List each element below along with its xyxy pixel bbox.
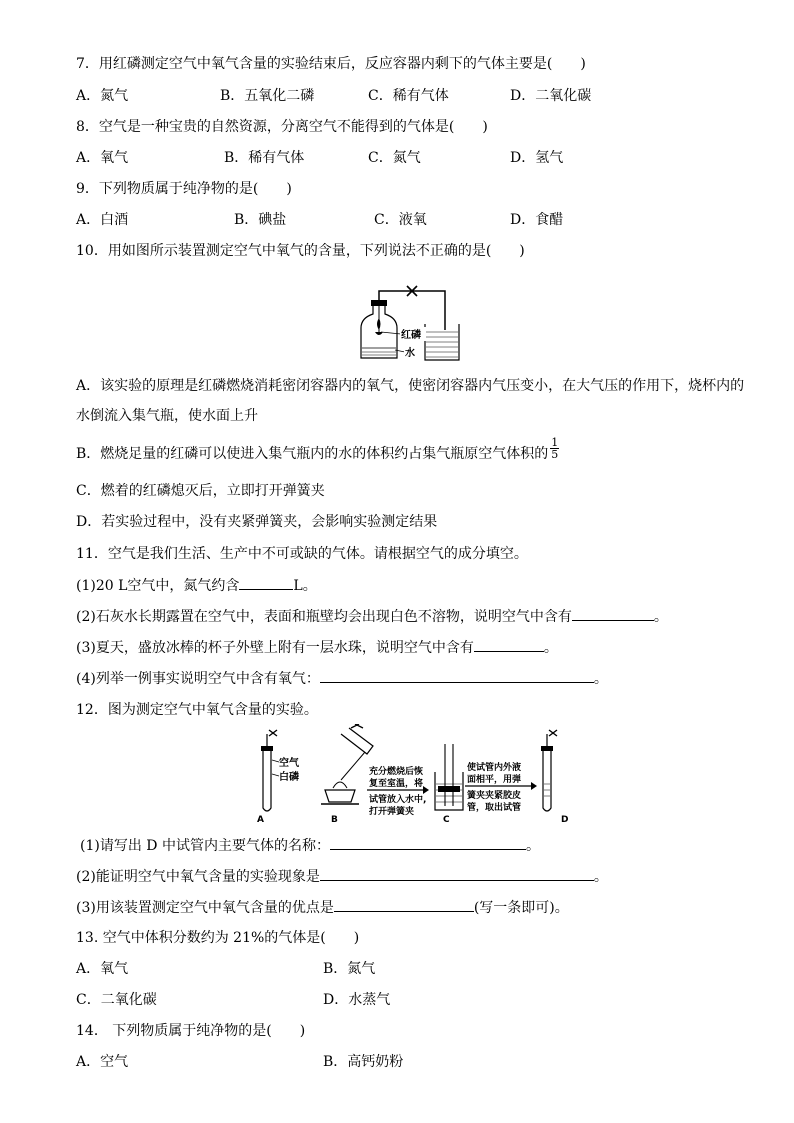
q12-step-b-line4: 打开弹簧夹 (369, 807, 415, 817)
q8-stem: 8．空气是一种宝贵的自然资源，分离空气不能得到的气体是( ) (76, 119, 488, 135)
q12-experiment-figure (255, 724, 575, 826)
fraction-one-fifth (550, 437, 559, 460)
q12-part1-text: (1)请写出 D 中试管内主要气体的名称： (80, 838, 330, 854)
q12-part2-text: (2)能证明空气中氧气含量的实验现象是 (76, 869, 320, 885)
q12-stem: 12．图为测定空气中氧气含量的实验。 (76, 702, 318, 718)
q9-stem: 9．下列物质属于纯净物的是( ) (76, 181, 292, 197)
q8-option-d: D．氢气 (510, 150, 564, 166)
q10-apparatus-figure (355, 272, 467, 364)
q12-part2 (76, 866, 608, 887)
q12-step-c-line1: 使试管内外液 (467, 763, 522, 773)
q11-part4 (76, 668, 608, 689)
q13-stem: 13. 空气中体积分数约为 21%的气体是( ) (76, 930, 360, 946)
q13-option-c: C．二氧化碳 (76, 992, 157, 1008)
q7-stem: 7．用红磷测定空气中氧气含量的实验结束后，反应容器内剩下的气体主要是( ) (76, 56, 586, 72)
q12-part3 (76, 897, 569, 918)
q13-option-a: A．氧气 (76, 961, 129, 977)
q12-step-b-line3: 试管放入水中, (369, 795, 427, 805)
q10-option-c: C．燃着的红磷熄灭后，立即打开弹簧夹 (76, 483, 325, 499)
q12-label-a: A (257, 815, 264, 825)
q11-part2-text: (2)石灰水长期露置在空气中，表面和瓶壁均会出现白色不溶物，说明空气中含有 (76, 609, 572, 625)
answer-blank[interactable] (320, 668, 594, 683)
q12-step-c-line3: 簧夹夹紧胶皮 (467, 791, 522, 801)
q11-part3-text: (3)夏天，盛放冰棒的杯子外壁上附有一层水珠，说明空气中含有 (76, 640, 474, 656)
q10-option-b (76, 435, 559, 464)
q8-option-a: A．氧气 (76, 150, 129, 166)
q11-part1-unit: L。 (293, 578, 317, 594)
q7-option-b: B．五氧化二磷 (220, 88, 315, 104)
q9-option-d: D．食醋 (510, 212, 564, 228)
q12-label-white-phosphorus: 白磷 (279, 772, 299, 783)
q12-step-c-line4: 管，取出试管 (467, 803, 522, 813)
q13-option-d: D．水蒸气 (323, 992, 391, 1008)
fraction-numerator: 1 (551, 435, 559, 449)
q10-option-d: D．若实验过程中，没有夹紧弹簧夹，会影响实验测定结果 (76, 514, 438, 530)
q9-option-c: C．液氧 (374, 212, 427, 228)
fraction-denominator: 5 (551, 447, 559, 461)
answer-blank[interactable] (320, 866, 594, 881)
q7-option-a: A．氮气 (76, 88, 129, 104)
q12-part1-end: 。 (525, 838, 540, 854)
q7-option-c: C．稀有气体 (368, 88, 449, 104)
q11-part2 (76, 606, 668, 627)
q10-option-a-line2: 水倒流入集气瓶，使水面上升 (76, 408, 258, 424)
q9-option-a: A．白酒 (76, 212, 129, 228)
answer-blank[interactable] (330, 835, 526, 850)
q12-part3-end: (写一条即可)。 (473, 900, 569, 916)
q10-label-water: 水 (405, 348, 415, 359)
q11-part4-end: 。 (593, 671, 608, 687)
q10-stem: 10．用如图所示装置测定空气中氧气的含量，下列说法不正确的是( ) (76, 243, 525, 259)
q10-option-a-line1: A．该实验的原理是红磷燃烧消耗密闭容器内的氧气，使密闭容器内气压变小，在大气压的作用下，烧杯内的 (76, 378, 745, 394)
q14-option-b: B．高钙奶粉 (323, 1054, 404, 1070)
q10-label-phosphorus: 红磷 (401, 330, 421, 341)
q10-option-b-text: B．燃烧足量的红磷可以使进入集气瓶内的水的体积约占集气瓶原空气体积的 (76, 446, 549, 462)
q8-option-b: B．稀有气体 (224, 150, 305, 166)
q13-option-b: B．氮气 (323, 961, 376, 977)
q11-part4-text: (4)列举一例事实说明空气中含有氧气： (76, 671, 320, 687)
q9-option-b: B．碘盐 (234, 212, 287, 228)
q11-stem: 11．空气是我们生活、生产中不可或缺的气体。请根据空气的成分填空。 (76, 546, 528, 562)
q11-part1-text: (1)20 L空气中，氮气约含 (76, 578, 240, 594)
answer-blank[interactable] (474, 637, 544, 652)
q12-part2-end: 。 (593, 869, 608, 885)
q11-part3 (76, 637, 558, 658)
q12-label-c: C (443, 815, 450, 825)
q14-stem: 14． 下列物质属于纯净物的是( ) (76, 1023, 306, 1039)
q12-part1 (80, 835, 540, 856)
answer-blank[interactable] (239, 575, 293, 590)
answer-blank[interactable] (334, 897, 474, 912)
q12-label-d: D (561, 815, 569, 825)
q12-label-b: B (331, 815, 338, 825)
q8-option-c: C．氮气 (368, 150, 421, 166)
q11-part1 (76, 575, 317, 596)
q12-part3-text: (3)用该装置测定空气中氧气含量的优点是 (76, 900, 334, 916)
q12-step-c-line2: 面相平，用弹 (467, 775, 522, 785)
q12-step-b-line2: 复至室温，将 (369, 779, 424, 789)
q7-option-d: D．二氧化碳 (510, 88, 592, 104)
q12-label-air: 空气 (279, 758, 299, 769)
answer-blank[interactable] (572, 606, 654, 621)
q14-option-a: A．空气 (76, 1054, 129, 1070)
q12-step-b-line1: 充分燃烧后恢 (369, 767, 424, 777)
q11-part3-end: 。 (543, 640, 558, 656)
q11-part2-end: 。 (653, 609, 668, 625)
